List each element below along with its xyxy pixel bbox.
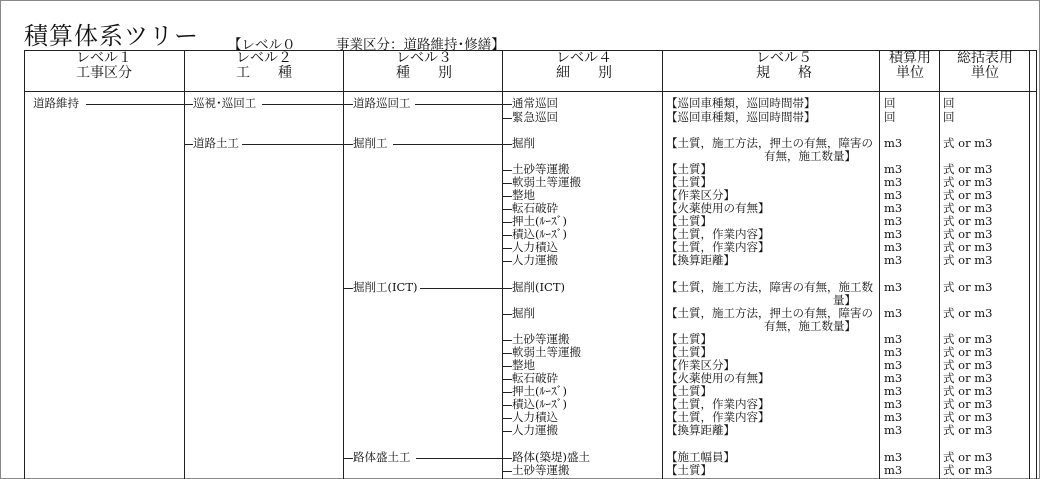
tree-connector	[502, 353, 512, 354]
column-divider	[1029, 50, 1030, 479]
spec-text: 【巡回車種類，巡回時間帯】	[666, 110, 816, 124]
tree-connector	[502, 340, 512, 341]
header-calc-unit: 積算用 単位	[889, 50, 931, 81]
tree-node-level4: 掘削	[512, 306, 535, 320]
summary-unit: 式 or m3	[943, 175, 993, 189]
tree-connector	[502, 104, 512, 105]
tree-connector	[343, 144, 344, 479]
header-level4: レベル４ 細 別	[556, 50, 612, 81]
tree-node-level4: 転石破砕	[512, 201, 558, 215]
spec-text: 【火薬使用の有無】	[666, 201, 770, 215]
tree-connector	[502, 144, 503, 261]
tree-node-level4: 掘削	[512, 136, 535, 150]
tree-connector	[502, 209, 512, 210]
summary-unit: 式 or m3	[943, 332, 993, 346]
spec-text: 【土質】	[666, 384, 712, 398]
tree-connector	[502, 458, 503, 479]
tree-node-level2: 道路土工	[193, 136, 239, 150]
calc-unit: m3	[884, 188, 903, 202]
tree-node-level4: 整地	[512, 358, 535, 372]
tree-node-level2: 巡視･巡回工	[193, 96, 257, 110]
summary-unit: 式 or m3	[943, 384, 993, 398]
tree-connector	[502, 104, 503, 118]
tree-node-level4: 軟弱土等運搬	[512, 175, 581, 189]
calc-unit: m3	[884, 227, 903, 241]
spec-text: 【土質】	[666, 175, 712, 189]
calc-unit: m3	[884, 371, 903, 385]
spec-text: 【作業区分】	[666, 188, 735, 202]
tree-node-level4: 人力運搬	[512, 423, 558, 437]
tree-connector	[502, 458, 512, 459]
tree-connector	[502, 288, 512, 289]
spec-text: 【施工幅員】	[666, 450, 735, 464]
tree-node-level4: 積込(ﾙｰｽﾞ)	[512, 227, 567, 241]
calc-unit: m3	[884, 332, 903, 346]
summary-unit: 式 or m3	[943, 162, 993, 176]
tree-connector	[184, 104, 193, 105]
summary-unit: 式 or m3	[943, 188, 993, 202]
tree-node-level4: 押土(ﾙｰｽﾞ)	[512, 384, 567, 398]
calc-unit: m3	[884, 136, 903, 150]
summary-unit: 式 or m3	[943, 136, 993, 150]
tree-connector	[502, 405, 512, 406]
tree-node-level4: 土砂等運搬	[512, 463, 570, 477]
tree-node-level4: 人力運搬	[512, 253, 558, 267]
spec-text: 【換算距離】	[666, 253, 735, 267]
summary-unit: 回	[943, 110, 955, 124]
tree-connector	[502, 288, 503, 431]
tree-connector	[502, 431, 512, 432]
spec-text: 【土質，施工方法，障害の有無，施工数	[666, 280, 873, 294]
table-header	[24, 50, 1036, 92]
spec-text: 【土質，作業内容】	[666, 240, 770, 254]
tree-node-level4: 人力積込	[512, 410, 558, 424]
tree-connector	[502, 170, 512, 171]
summary-unit: 式 or m3	[943, 371, 993, 385]
header-level5: レベル５ 規 格	[756, 50, 812, 81]
tree-node-level3: 掘削工	[353, 136, 388, 150]
tree-connector	[415, 104, 502, 105]
page-subtitle: 【レベル０ 事業区分：道路維持･修繕】	[228, 37, 505, 53]
summary-unit: 式 or m3	[943, 253, 993, 267]
summary-unit: 式 or m3	[943, 463, 993, 477]
spec-text: 【土質】	[666, 332, 712, 346]
spec-text: 【巡回車種類，巡回時間帯】	[666, 96, 816, 110]
summary-unit: 式 or m3	[943, 450, 993, 464]
calc-unit: 回	[884, 110, 896, 124]
header-level2: レベル２ 工 種	[236, 50, 292, 81]
tree-node-level4: 転石破砕	[512, 371, 558, 385]
summary-unit: 式 or m3	[943, 358, 993, 372]
tree-connector	[502, 379, 512, 380]
summary-unit: 式 or m3	[943, 410, 993, 424]
calc-unit: m3	[884, 201, 903, 215]
spec-text: 【土質】	[666, 463, 712, 477]
calc-unit: m3	[884, 345, 903, 359]
tree-connector	[393, 144, 502, 145]
page-title: 積算体系ツリー	[24, 22, 199, 50]
tree-connector	[502, 366, 512, 367]
tree-node-level4: 整地	[512, 188, 535, 202]
calc-unit: m3	[884, 253, 903, 267]
calc-unit: m3	[884, 384, 903, 398]
header-level1: レベル１ 工事区分	[76, 50, 132, 81]
calc-unit: m3	[884, 240, 903, 254]
calc-unit: m3	[884, 280, 903, 294]
spec-text: 有無，施工数量】	[764, 149, 856, 163]
calc-unit: m3	[884, 175, 903, 189]
summary-unit: 式 or m3	[943, 201, 993, 215]
spec-text: 有無，施工数量】	[764, 319, 856, 333]
tree-node-level4: 軟弱土等運搬	[512, 345, 581, 359]
summary-unit: 式 or m3	[943, 397, 993, 411]
header-level3: レベル３ 種 別	[396, 50, 452, 81]
tree-node-level4: 緊急巡回	[512, 110, 558, 124]
tree-node-level1: 道路維持	[33, 96, 79, 110]
calc-unit: m3	[884, 358, 903, 372]
tree-connector	[184, 104, 185, 479]
tree-connector	[502, 235, 512, 236]
tree-connector	[502, 196, 512, 197]
tree-connector	[502, 144, 512, 145]
tree-node-level4: 人力積込	[512, 240, 558, 254]
summary-unit: 式 or m3	[943, 227, 993, 241]
column-divider	[939, 50, 940, 479]
tree-connector	[343, 288, 353, 289]
tree-node-level4: 積込(ﾙｰｽﾞ)	[512, 397, 567, 411]
calc-unit: m3	[884, 306, 903, 320]
tree-connector	[502, 248, 512, 249]
spec-text: 【土質，作業内容】	[666, 227, 770, 241]
tree-connector	[502, 118, 512, 119]
spec-text: 【作業区分】	[666, 358, 735, 372]
calc-unit: m3	[884, 397, 903, 411]
tree-connector	[420, 288, 502, 289]
summary-unit: 式 or m3	[943, 280, 993, 294]
tree-connector	[184, 144, 193, 145]
tree-connector	[262, 104, 343, 105]
summary-unit: 式 or m3	[943, 345, 993, 359]
tree-node-level4: 掘削(ICT)	[512, 280, 565, 294]
calc-unit: m3	[884, 214, 903, 228]
tree-connector	[242, 144, 343, 145]
spec-text: 【土質，施工方法，押土の有無，障害の	[666, 306, 873, 320]
tree-node-level4: 土砂等運搬	[512, 162, 570, 176]
tree-connector	[416, 458, 502, 459]
calc-unit: m3	[884, 162, 903, 176]
tree-node-level4: 押土(ﾙｰｽﾞ)	[512, 214, 567, 228]
spec-text: 【土質，作業内容】	[666, 410, 770, 424]
spec-text: 【火薬使用の有無】	[666, 371, 770, 385]
summary-unit: 式 or m3	[943, 306, 993, 320]
header-summary-unit: 総括表用 単位	[957, 50, 1013, 81]
tree-connector	[502, 261, 512, 262]
summary-unit: 式 or m3	[943, 214, 993, 228]
spec-text: 量】	[833, 293, 856, 307]
calc-unit: m3	[884, 450, 903, 464]
tree-connector	[502, 314, 512, 315]
calc-unit: 回	[884, 96, 896, 110]
spec-text: 【土質，作業内容】	[666, 397, 770, 411]
tree-connector	[86, 104, 184, 105]
column-divider	[1036, 50, 1037, 479]
spec-text: 【換算距離】	[666, 423, 735, 437]
spec-text: 【土質】	[666, 162, 712, 176]
calc-unit: m3	[884, 423, 903, 437]
tree-node-level4: 路体(築堤)盛土	[512, 450, 590, 464]
tree-connector	[502, 183, 512, 184]
summary-unit: 式 or m3	[943, 240, 993, 254]
column-divider	[662, 50, 663, 479]
tree-node-level4: 通常巡回	[512, 96, 558, 110]
calc-unit: m3	[884, 463, 903, 477]
tree-connector	[502, 392, 512, 393]
spec-text: 【土質，施工方法，押土の有無，障害の	[666, 136, 873, 150]
tree-connector	[343, 104, 353, 105]
tree-node-level4: 土砂等運搬	[512, 332, 570, 346]
summary-unit: 回	[943, 96, 955, 110]
tree-connector	[343, 458, 353, 459]
spec-text: 【土質】	[666, 214, 712, 228]
column-divider	[879, 50, 880, 479]
tree-connector	[502, 222, 512, 223]
summary-unit: 式 or m3	[943, 423, 993, 437]
tree-connector	[502, 418, 512, 419]
column-divider	[24, 50, 25, 479]
tree-connector	[502, 471, 512, 472]
tree-connector	[343, 144, 353, 145]
spec-text: 【土質】	[666, 345, 712, 359]
tree-node-level3: 道路巡回工	[353, 96, 411, 110]
tree-node-level3: 路体盛土工	[353, 450, 411, 464]
calc-unit: m3	[884, 410, 903, 424]
tree-node-level3: 掘削工(ICT)	[353, 280, 418, 294]
